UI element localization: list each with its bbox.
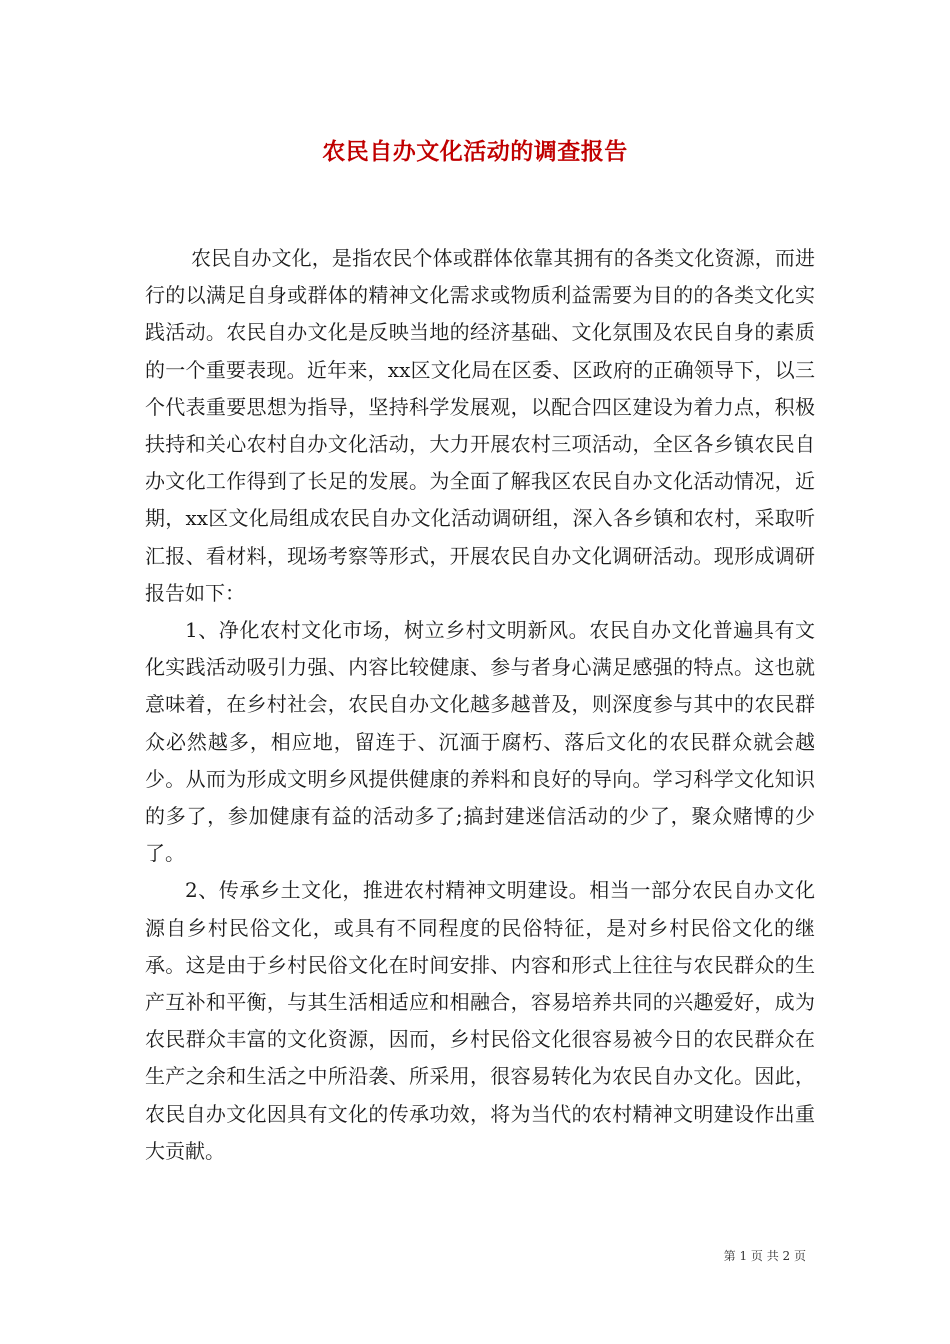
page-title: 农民自办文化活动的调查报告 bbox=[322, 138, 628, 165]
document-body bbox=[145, 240, 815, 1170]
paragraph-section-2: 2、传承乡土文化，推进农村精神文明建设。相当一部分农民自办文化源自乡村民俗文化，或具有不同程度的民俗特征，是对乡村民俗文化的继承。这是由于乡村民俗文化在时间安排、内容和形式上往往与农民群众的生产互补和平衡，与其生活相适应和相融合，容易培养共同的兴趣爱好，成为农民群众丰富的文化资源，因而，乡村民俗文化很容易被今日的农民群众在生产之余和生活之中所沿袭、所采用，很容易转化为农民自办文化。因此，农民自办文化因具有文化的传承功效，将为当代的农村精神文明建设作出重大贡献。 bbox=[145, 878, 815, 1163]
paragraph-intro: 农民自办文化，是指农民个体或群体依靠其拥有的各类文化资源，而进行的以满足自身或群体的精神文化需求或物质利益需要为目的的各类文化实践活动。农民自办文化是反映当地的经济基础、文化氛围及农民自身的素质的一个重要表现。近年来，xx区文化局在区委、区政府的正确领导下，以三个代表重要思想为指导，坚持科学发展观，以配合四区建设为着力点，积极扶持和关心农村自办文化活动，大力开展农村三项活动，全区各乡镇农民自办文化工作得到了长足的发展。为全面了解我区农民自办文化活动情况，近期，xx区文化局组成农民自办文化活动调研组，深入各乡镇和农村，采取听汇报、看材料，现场考察等形式，开展农民自办文化调研活动。现形成调研报告如下： bbox=[145, 246, 815, 605]
paragraph-section-1: 1、净化农村文化市场，树立乡村文明新风。农民自办文化普遍具有文化实践活动吸引力强、内容比较健康、参与者身心满足感强的特点。这也就意味着，在乡村社会，农民自办文化越多越普及，则深度参与其中的农民群众必然越多，相应地，留连于、沉湎于腐朽、落后文化的农民群众就会越少。从而为形成文明乡风提供健康的养料和良好的导向。学习科学文化知识的多了，参加健康有益的活动多了;搞封建迷信活动的少了，聚众赌博的少了。 bbox=[145, 618, 815, 866]
page-number: 第 1 页 共 2 页 bbox=[723, 1249, 806, 1263]
